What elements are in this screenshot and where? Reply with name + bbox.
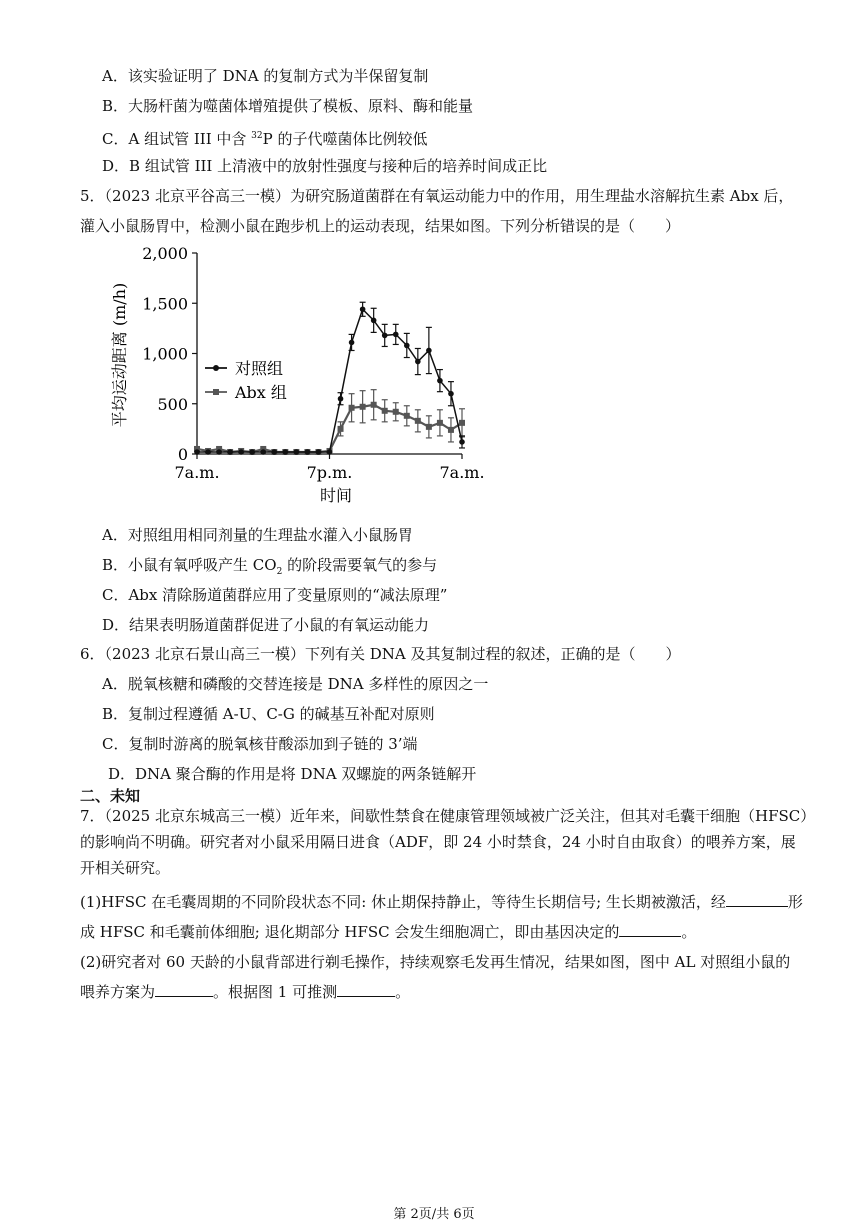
- data-point: [283, 449, 289, 455]
- q6-option-b: B．复制过程遵循 A-U、C-G 的碱基互补配对原则: [102, 705, 435, 723]
- legend-label: 对照组: [235, 359, 284, 378]
- y-tick-label: 2,000: [142, 244, 188, 263]
- data-point: [216, 449, 222, 455]
- q7-stem-line2: 的影响尚不明确。研究者对小鼠采用隔日进食（ADF，即 24 小时禁食，24 小时自由取食）的喂养方案，展: [80, 833, 796, 851]
- y-tick-label: 500: [157, 394, 188, 414]
- q4-option-c-text2: P 的子代噬菌体比例较低: [262, 130, 428, 148]
- data-point: [437, 420, 443, 426]
- data-point: [260, 449, 266, 455]
- q4-option-c-sup: 32: [251, 131, 263, 141]
- q7-stem-line1: 7．（2025 北京东城高三一模）近年来，间歇性禁食在健康管理领域被广泛关注，但其对毛囊干细胞（HFSC）: [80, 807, 816, 825]
- q5-stem-line1: 5．（2023 北京平谷高三一模）为研究肠道菌群在有氧运动能力中的作用，用生理盐水溶解抗生素 Abx 后，: [80, 187, 794, 205]
- y-tick-label: 1,000: [142, 344, 188, 364]
- data-point: [271, 449, 277, 455]
- data-point: [415, 359, 421, 365]
- data-point: [205, 449, 211, 455]
- y-tick-label: 0: [177, 445, 188, 464]
- q7-part1-line2: [80, 922, 696, 942]
- q7-part1-text: (1)HFSC 在毛囊周期的不同阶段状态不同: 休止期保持静止，等待生长期信号; 生长期被激活，经: [80, 893, 726, 911]
- data-point: [327, 449, 333, 455]
- q7-part2-line2: [80, 982, 410, 1002]
- q5-option-b-text2: 的阶段需要氧气的参与: [282, 556, 438, 574]
- data-point: [448, 391, 454, 397]
- q7-part1-text4: 。: [681, 923, 697, 941]
- y-tick-label: 1,500: [142, 294, 188, 314]
- q7-part2-text3: 。: [395, 983, 411, 1001]
- q4-option-d: D．B 组试管 III 上清液中的放射性强度与接种后的培养时间成正比: [102, 157, 548, 175]
- data-point: [349, 340, 355, 346]
- q7-part2-line1: (2)研究者对 60 天龄的小鼠背部进行剃毛操作，持续观察毛发再生情况，结果如图，图中 AL 对照组小鼠的: [80, 953, 791, 971]
- q4-option-c-text: C．A 组试管 III 中含: [102, 130, 252, 148]
- data-point: [426, 424, 432, 430]
- data-point: [415, 418, 421, 424]
- legend-marker: [213, 389, 219, 395]
- data-point: [305, 449, 311, 455]
- data-point: [294, 449, 300, 455]
- legend-label: Abx 组: [235, 383, 287, 402]
- q5-option-b: [102, 555, 437, 582]
- data-point: [371, 318, 377, 324]
- q7-part2-text: 喂养方案为: [80, 983, 156, 1001]
- q6-option-c: C．复制时游离的脱氧核苷酸添加到子链的 3’端: [102, 735, 418, 753]
- answer-blank: [619, 922, 681, 937]
- series-line-0: [197, 309, 462, 452]
- q7-part2-text2: 。根据图 1 可推测: [213, 983, 338, 1001]
- data-point: [404, 413, 410, 419]
- q4-option-c: [102, 126, 428, 149]
- data-point: [338, 426, 344, 432]
- data-point: [227, 449, 233, 455]
- q5-option-a: A．对照组用相同剂量的生理盐水灌入小鼠肠胃: [102, 526, 413, 544]
- q6-option-a: A．脱氧核糖和磷酸的交替连接是 DNA 多样性的原因之一: [102, 675, 489, 693]
- data-point: [382, 408, 388, 414]
- data-point: [316, 449, 322, 455]
- data-point: [382, 333, 388, 339]
- data-point: [426, 348, 432, 354]
- series-line-1: [197, 405, 462, 452]
- data-point: [349, 405, 355, 411]
- data-point: [459, 439, 465, 445]
- q5-option-b-text: B．小鼠有氧呼吸产生 CO: [102, 556, 277, 574]
- answer-blank: [337, 982, 395, 997]
- q5-option-b-sub: 2: [276, 567, 283, 577]
- page-footer: 第 2页/共 6页: [393, 1207, 475, 1222]
- q5-option-d: D．结果表明肠道菌群促进了小鼠的有氧运动能力: [102, 616, 430, 634]
- data-point: [338, 396, 344, 402]
- q6-option-d: D．DNA 聚合酶的作用是将 DNA 双螺旋的两条链解开: [108, 765, 477, 783]
- q5-line-chart: [100, 235, 500, 510]
- q7-part1-text2: 形: [787, 893, 803, 911]
- data-point: [393, 332, 399, 338]
- x-tick-label: 7a.m.: [439, 463, 485, 482]
- data-point: [360, 306, 366, 312]
- q5-stem-line2: 灌入小鼠肠胃中，检测小鼠在跑步机上的运动表现，结果如图。下列分析错误的是（ ）: [80, 217, 681, 235]
- answer-blank: [155, 982, 213, 997]
- chart-xlabel: 时间: [319, 486, 353, 505]
- q6-stem: 6．（2023 北京石景山高三一模）下列有关 DNA 及其复制过程的叙述，正确的是（ ）: [80, 645, 681, 663]
- data-point: [371, 402, 377, 408]
- q7-part1-text3: 成 HFSC 和毛囊前体细胞; 退化期部分 HFSC 会发生细胞凋亡，即由基因决定的: [80, 923, 620, 941]
- data-point: [360, 404, 366, 410]
- q4-option-b: B．大肠杆菌为噬菌体增殖提供了模板、原料、酶和能量: [102, 97, 474, 115]
- data-point: [249, 449, 255, 455]
- q4-option-a: A．该实验证明了 DNA 的复制方式为半保留复制: [102, 67, 429, 85]
- data-point: [238, 449, 244, 455]
- data-point: [448, 427, 454, 433]
- q7-stem-line3: 开相关研究。: [80, 859, 171, 877]
- data-point: [459, 420, 465, 426]
- x-tick-label: 7p.m.: [306, 463, 353, 482]
- data-point: [437, 378, 443, 384]
- x-tick-label: 7a.m.: [174, 463, 220, 482]
- data-point: [194, 449, 200, 455]
- answer-blank: [726, 892, 788, 907]
- data-point: [393, 409, 399, 415]
- legend-marker: [213, 365, 219, 371]
- data-point: [404, 343, 410, 349]
- q7-part1-line1: [80, 892, 803, 912]
- chart-ylabel: 平均运动距离 (m/h): [110, 282, 129, 428]
- q5-option-c: C．Abx 清除肠道菌群应用了变量原则的“减法原理”: [102, 586, 448, 604]
- section-heading: 二、未知: [80, 787, 141, 805]
- chart-marks: [194, 302, 465, 455]
